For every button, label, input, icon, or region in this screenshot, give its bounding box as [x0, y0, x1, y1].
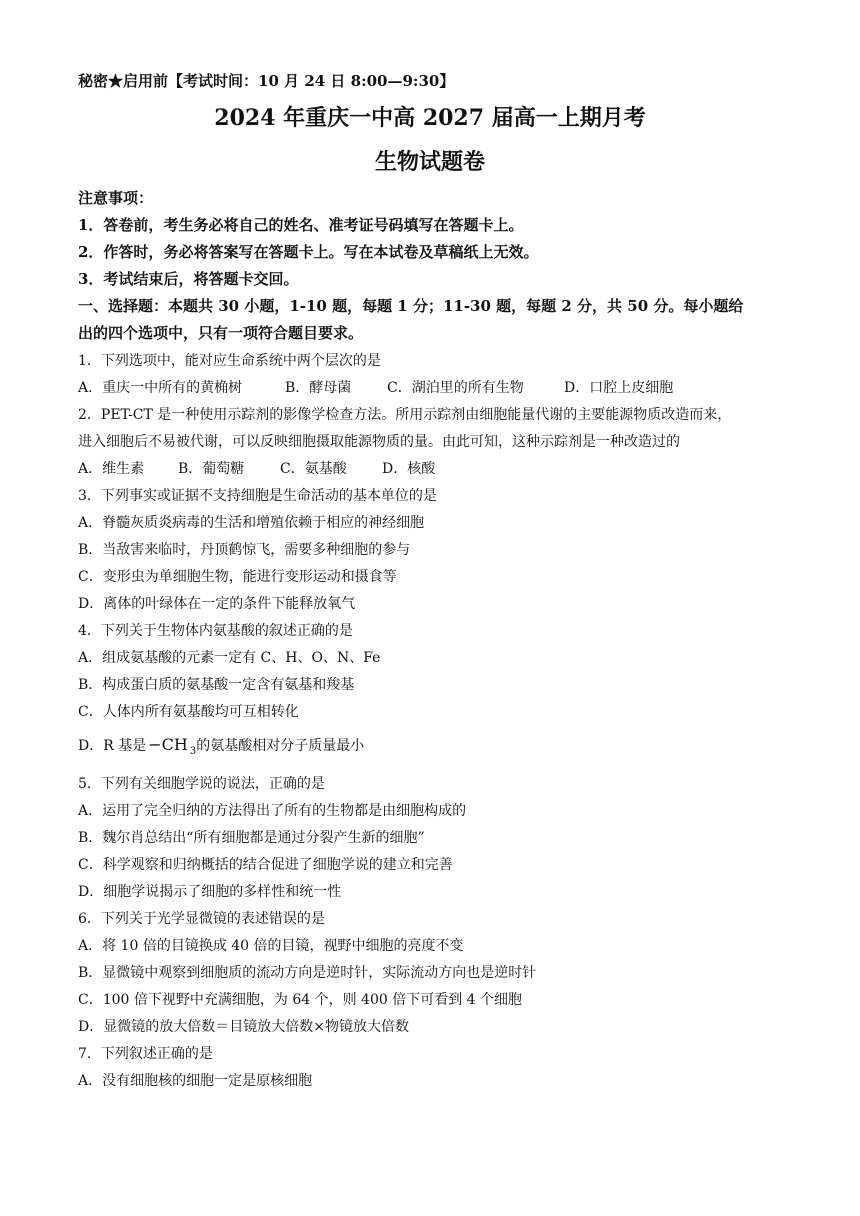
q7-stem: 7．下列叙述正确的是: [78, 1046, 213, 1062]
q2-option-b: B．葡萄糖: [178, 461, 245, 477]
q6-option-a: A．将 10 倍的目镜换成 40 倍的目镜，视野中细胞的亮度不变: [78, 938, 464, 954]
q4-option-d-formula: −CH: [148, 735, 188, 754]
q6-option-c: C．100 倍下视野中充满细胞，为 64 个，则 400 倍下可看到 4 个细胞: [78, 992, 523, 1008]
notes-heading: 注意事项：: [78, 189, 154, 207]
q2-option-c: C．氨基酸: [280, 461, 347, 477]
q4-option-a: A．组成氨基酸的元素一定有 C、H、O、N、Fe: [78, 650, 381, 666]
confidential-line: 秘密★启用前【考试时间：10 月 24 日 8:00—9:30】: [78, 72, 455, 90]
q3-option-b: B．当敌害来临时，丹顶鹤惊飞，需要多种细胞的参与: [78, 542, 411, 558]
q5-option-c: C．科学观察和归纳概括的结合促进了细胞学说的建立和完善: [78, 857, 453, 873]
q6-option-d: D．显微镜的放大倍数＝目镜放大倍数×物镜放大倍数: [78, 1019, 409, 1035]
q5-option-d: D．细胞学说揭示了细胞的多样性和统一性: [78, 884, 342, 900]
q6-option-b: B．显微镜中观察到细胞质的流动方向是逆时针，实际流动方向也是逆时针: [78, 965, 537, 981]
q4-option-d-suffix: 的氨基酸相对分子质量最小: [196, 738, 365, 754]
q1-option-d: D．口腔上皮细胞: [564, 380, 674, 396]
q5-stem: 5．下列有关细胞学说的说法，正确的是: [78, 776, 325, 792]
exam-title: 2024 年重庆一中高 2027 届高一上期月考: [214, 105, 646, 131]
q4-stem: 4．下列关于生物体内氨基酸的叙述正确的是: [78, 623, 353, 639]
q4-option-d-prefix: D．R 基是: [78, 738, 147, 754]
q4-option-d: [78, 735, 364, 757]
q5-option-a: A．运用了完全归纳的方法得出了所有的生物都是由细胞构成的: [78, 803, 467, 819]
q3-option-d: D．离体的叶绿体在一定的条件下能释放氧气: [78, 596, 356, 612]
section1-line1: 一、选择题：本题共 30 小题，1-10 题，每题 1 分；11-30 题，每题 2 分，共 50 分。每小题给: [78, 297, 744, 315]
q1-option-b: B．酵母菌: [285, 380, 352, 396]
q1-option-c: C．湖泊里的所有生物: [387, 380, 524, 396]
q2-options: [78, 458, 435, 478]
q2-option-a: A．维生素: [78, 461, 145, 477]
q7-option-a: A．没有细胞核的细胞一定是原核细胞: [78, 1073, 313, 1089]
q3-stem: 3．下列事实或证据不支持细胞是生命活动的基本单位的是: [78, 488, 437, 504]
q2-stem-line1: 2．PET-CT 是一种使用示踪剂的影像学检查方法。所用示踪剂由细胞能量代谢的主要能源物质改造而来，: [78, 407, 732, 423]
section1-line2: 出的四个选项中，只有一项符合题目要求。: [78, 324, 364, 342]
q1-option-a: A．重庆一中所有的黄桷树: [78, 380, 243, 396]
q2-stem-line2: 进入细胞后不易被代谢，可以反映细胞摄取能源物质的量。由此可知，这种示踪剂是一种改造过的: [78, 434, 680, 450]
q4-option-c: C．人体内所有氨基酸均可互相转化: [78, 704, 299, 720]
q5-option-b: B．魏尔肖总结出“所有细胞都是通过分裂产生新的细胞”: [78, 830, 425, 846]
q1-stem: 1．下列选项中，能对应生命系统中两个层次的是: [78, 353, 381, 369]
q4-option-d-subscript: 3: [189, 745, 197, 757]
q4-option-b: B．构成蛋白质的氨基酸一定含有氨基和羧基: [78, 677, 355, 693]
q3-option-a: A．脊髓灰质炎病毒的生活和增殖依赖于相应的神经细胞: [78, 515, 425, 531]
q3-option-c: C．变形虫为单细胞生物，能进行变形运动和摄食等: [78, 569, 397, 585]
q1-options: [78, 377, 673, 397]
note-item-1: 1．答卷前，考生务必将自己的姓名、准考证号码填写在答题卡上。: [78, 216, 524, 234]
note-item-2: 2．作答时，务必将答案写在答题卡上。写在本试卷及草稿纸上无效。: [78, 243, 539, 261]
note-item-3: 3．考试结束后，将答题卡交回。: [78, 270, 299, 288]
q2-option-d: D．核酸: [382, 461, 436, 477]
exam-subtitle: 生物试题卷: [374, 149, 485, 175]
q6-stem: 6．下列关于光学显微镜的表述错误的是: [78, 911, 325, 927]
